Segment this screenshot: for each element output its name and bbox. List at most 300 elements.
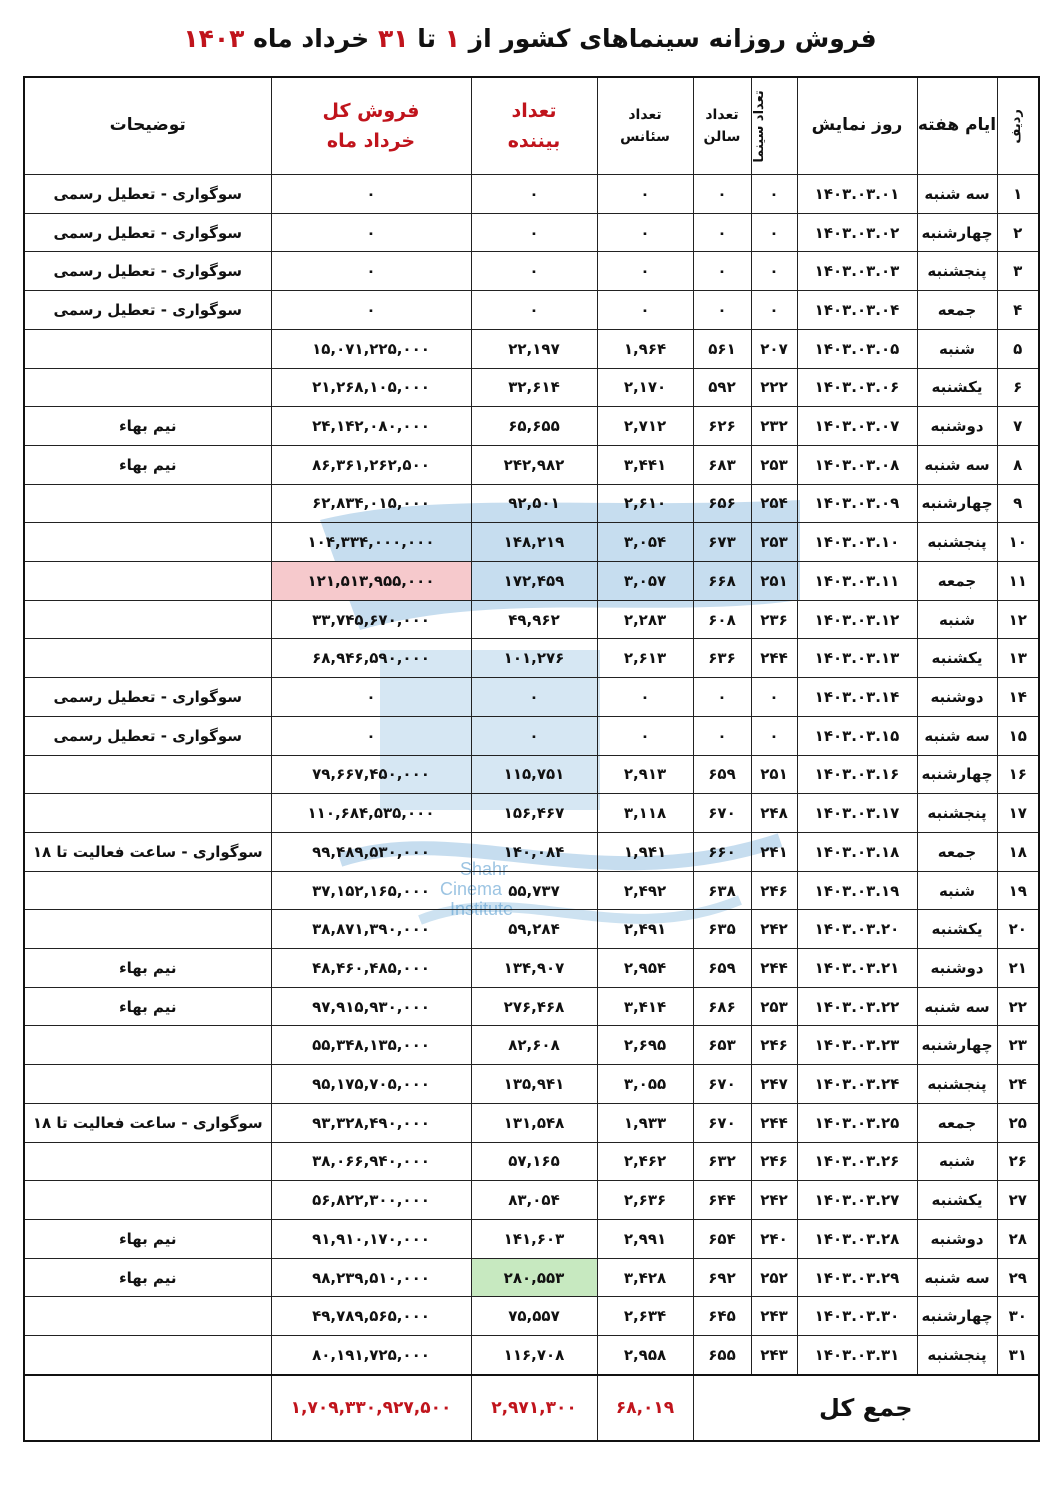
cell-sessions: ۲,۶۳۴ xyxy=(597,1297,693,1336)
cell-cinemas: ۲۴۴ xyxy=(751,639,797,678)
watermark-text-2: Cinema xyxy=(440,879,503,899)
cell-sales: ۸۰,۱۹۱,۷۲۵,۰۰۰ xyxy=(271,1336,471,1375)
cell-viewers: ۱۰۱,۲۷۶ xyxy=(471,639,597,678)
table-row xyxy=(24,175,1039,214)
cell-sales: ۳۳,۷۴۵,۶۷۰,۰۰۰ xyxy=(271,600,471,639)
cell-row-number: ۲۷ xyxy=(997,1181,1039,1220)
cell-halls: ۶۳۵ xyxy=(693,910,751,949)
cell-halls: ۶۵۹ xyxy=(693,949,751,988)
cell-cinemas: ۲۵۳ xyxy=(751,445,797,484)
cell-sessions: ۱,۹۶۴ xyxy=(597,329,693,368)
header-row xyxy=(24,77,1039,175)
cell-sales: ۶۲,۸۳۴,۰۱۵,۰۰۰ xyxy=(271,484,471,523)
cell-cinemas: ۲۴۳ xyxy=(751,1297,797,1336)
cell-row-number: ۲۴ xyxy=(997,1065,1039,1104)
table-row xyxy=(24,755,1039,794)
cell-sessions: ۳,۴۲۸ xyxy=(597,1258,693,1297)
cell-note xyxy=(24,523,271,562)
table-row xyxy=(24,716,1039,755)
cell-cinemas: ۲۴۶ xyxy=(751,1142,797,1181)
cell-viewers: ۱۱۵,۷۵۱ xyxy=(471,755,597,794)
table-row xyxy=(24,1026,1039,1065)
title-from-day: ۱ xyxy=(444,24,460,53)
cell-note xyxy=(24,755,271,794)
cell-weekday: شنبه xyxy=(917,1142,997,1181)
cell-viewers: ۵۵,۷۳۷ xyxy=(471,871,597,910)
cell-row-number: ۴ xyxy=(997,291,1039,330)
cell-note: سوگواری - ساعت فعالیت تا ۱۸ xyxy=(24,1103,271,1142)
cell-sales: ۹۱,۹۱۰,۱۷۰,۰۰۰ xyxy=(271,1219,471,1258)
cell-note xyxy=(24,1297,271,1336)
cell-sessions: ۲,۴۶۲ xyxy=(597,1142,693,1181)
cell-weekday: چهارشنبه xyxy=(917,1026,997,1065)
cell-viewers: ۲۸۰,۵۵۳ xyxy=(471,1258,597,1297)
cell-note xyxy=(24,484,271,523)
cell-cinemas: ۲۴۲ xyxy=(751,910,797,949)
cell-viewers: ۱۴۸,۲۱۹ xyxy=(471,523,597,562)
cell-cinemas: ۲۰۷ xyxy=(751,329,797,368)
cell-date: ۱۴۰۳.۰۳.۱۵ xyxy=(797,716,917,755)
cell-halls: ۶۵۶ xyxy=(693,484,751,523)
cell-cinemas: ۲۴۷ xyxy=(751,1065,797,1104)
cell-weekday: پنجشنبه xyxy=(917,794,997,833)
cell-date: ۱۴۰۳.۰۳.۰۱ xyxy=(797,175,917,214)
cell-note xyxy=(24,1065,271,1104)
cell-sessions: ۲,۴۹۱ xyxy=(597,910,693,949)
cell-sales: ۵۶,۸۲۲,۳۰۰,۰۰۰ xyxy=(271,1181,471,1220)
watermark-text-1: Shahr xyxy=(460,859,509,879)
cell-note xyxy=(24,329,271,368)
cell-weekday: جمعه xyxy=(917,562,997,601)
cell-date: ۱۴۰۳.۰۳.۲۵ xyxy=(797,1103,917,1142)
cell-cinemas: ۲۵۳ xyxy=(751,987,797,1026)
cell-viewers: ۱۳۵,۹۴۱ xyxy=(471,1065,597,1104)
cell-weekday: چهارشنبه xyxy=(917,1297,997,1336)
cell-row-number: ۵ xyxy=(997,329,1039,368)
cell-date: ۱۴۰۳.۰۳.۰۶ xyxy=(797,368,917,407)
cell-note xyxy=(24,562,271,601)
cell-row-number: ۱۵ xyxy=(997,716,1039,755)
table-row xyxy=(24,407,1039,446)
table-row xyxy=(24,1219,1039,1258)
cell-halls: ۶۵۴ xyxy=(693,1219,751,1258)
cell-halls: ۶۷۳ xyxy=(693,523,751,562)
cell-weekday: یکشنبه xyxy=(917,639,997,678)
cell-date: ۱۴۰۳.۰۳.۳۱ xyxy=(797,1336,917,1375)
cell-weekday: پنجشنبه xyxy=(917,523,997,562)
cell-halls: ۶۰۸ xyxy=(693,600,751,639)
table-row xyxy=(24,523,1039,562)
cell-date: ۱۴۰۳.۰۳.۱۹ xyxy=(797,871,917,910)
cell-row-number: ۲۹ xyxy=(997,1258,1039,1297)
cell-weekday: دوشنبه xyxy=(917,407,997,446)
cell-viewers: ۷۵,۵۵۷ xyxy=(471,1297,597,1336)
cell-row-number: ۲۲ xyxy=(997,987,1039,1026)
cell-note xyxy=(24,368,271,407)
cell-row-number: ۶ xyxy=(997,368,1039,407)
cell-sales: ۹۵,۱۷۵,۷۰۵,۰۰۰ xyxy=(271,1065,471,1104)
cell-cinemas: ۲۵۲ xyxy=(751,1258,797,1297)
cell-cinemas: ۰ xyxy=(751,252,797,291)
table-body xyxy=(24,175,1039,1376)
cell-sessions: ۲,۶۱۰ xyxy=(597,484,693,523)
cell-note xyxy=(24,1181,271,1220)
cell-row-number: ۱۹ xyxy=(997,871,1039,910)
table-row xyxy=(24,213,1039,252)
cell-cinemas: ۲۵۴ xyxy=(751,484,797,523)
cell-sales: ۳۸,۰۶۶,۹۴۰,۰۰۰ xyxy=(271,1142,471,1181)
cell-date: ۱۴۰۳.۰۳.۱۰ xyxy=(797,523,917,562)
cell-sessions: ۰ xyxy=(597,175,693,214)
cell-date: ۱۴۰۳.۰۳.۰۲ xyxy=(797,213,917,252)
cell-row-number: ۳ xyxy=(997,252,1039,291)
title-to-day: ۳۱ xyxy=(377,24,409,53)
cell-date: ۱۴۰۳.۰۳.۳۰ xyxy=(797,1297,917,1336)
cell-date: ۱۴۰۳.۰۳.۱۲ xyxy=(797,600,917,639)
cell-viewers: ۲۷۶,۴۶۸ xyxy=(471,987,597,1026)
cell-note: نیم بهاء xyxy=(24,407,271,446)
totals-label: جمع کل xyxy=(693,1375,1039,1441)
cell-sessions: ۳,۱۱۸ xyxy=(597,794,693,833)
cell-note xyxy=(24,1026,271,1065)
totals-notes xyxy=(24,1375,271,1441)
cell-halls: ۶۷۰ xyxy=(693,1065,751,1104)
cell-sales: ۴۸,۴۶۰,۴۸۵,۰۰۰ xyxy=(271,949,471,988)
cell-weekday: چهارشنبه xyxy=(917,484,997,523)
cell-halls: ۶۷۰ xyxy=(693,1103,751,1142)
cell-sales: ۹۸,۲۳۹,۵۱۰,۰۰۰ xyxy=(271,1258,471,1297)
table-row xyxy=(24,794,1039,833)
cell-sessions: ۲,۹۹۱ xyxy=(597,1219,693,1258)
cell-note: سوگواری - ساعت فعالیت تا ۱۸ xyxy=(24,832,271,871)
table-row xyxy=(24,949,1039,988)
cell-sales: ۹۷,۹۱۵,۹۳۰,۰۰۰ xyxy=(271,987,471,1026)
cell-sales: ۲۱,۲۶۸,۱۰۵,۰۰۰ xyxy=(271,368,471,407)
cell-cinemas: ۲۳۲ xyxy=(751,407,797,446)
table-row xyxy=(24,562,1039,601)
cell-sessions: ۱,۹۳۳ xyxy=(597,1103,693,1142)
table-row xyxy=(24,1142,1039,1181)
cell-date: ۱۴۰۳.۰۳.۰۸ xyxy=(797,445,917,484)
table-row xyxy=(24,1336,1039,1375)
cell-sales: ۰ xyxy=(271,716,471,755)
cell-cinemas: ۲۴۰ xyxy=(751,1219,797,1258)
cell-viewers: ۰ xyxy=(471,252,597,291)
cell-cinemas: ۲۴۱ xyxy=(751,832,797,871)
cell-viewers: ۵۷,۱۶۵ xyxy=(471,1142,597,1181)
cell-note: نیم بهاء xyxy=(24,445,271,484)
cell-date: ۱۴۰۳.۰۳.۱۷ xyxy=(797,794,917,833)
cell-halls: ۵۹۲ xyxy=(693,368,751,407)
cell-note: سوگواری - تعطیل رسمی xyxy=(24,175,271,214)
cell-cinemas: ۲۴۲ xyxy=(751,1181,797,1220)
cell-weekday: سه شنبه xyxy=(917,445,997,484)
cell-viewers: ۸۳,۰۵۴ xyxy=(471,1181,597,1220)
cell-note: سوگواری - تعطیل رسمی xyxy=(24,213,271,252)
cell-row-number: ۱۴ xyxy=(997,678,1039,717)
cell-row-number: ۲۵ xyxy=(997,1103,1039,1142)
cell-sessions: ۰ xyxy=(597,716,693,755)
cell-sales: ۰ xyxy=(271,291,471,330)
cell-note xyxy=(24,639,271,678)
cell-note xyxy=(24,910,271,949)
cell-date: ۱۴۰۳.۰۳.۲۷ xyxy=(797,1181,917,1220)
table-row xyxy=(24,252,1039,291)
cell-row-number: ۱۲ xyxy=(997,600,1039,639)
cell-halls: ۶۳۶ xyxy=(693,639,751,678)
cell-sales: ۵۵,۳۴۸,۱۳۵,۰۰۰ xyxy=(271,1026,471,1065)
cell-sales: ۴۹,۷۸۹,۵۶۵,۰۰۰ xyxy=(271,1297,471,1336)
cell-sessions: ۲,۷۱۲ xyxy=(597,407,693,446)
cell-date: ۱۴۰۳.۰۳.۰۷ xyxy=(797,407,917,446)
cell-cinemas: ۲۵۱ xyxy=(751,562,797,601)
cell-date: ۱۴۰۳.۰۳.۰۳ xyxy=(797,252,917,291)
cell-sessions: ۲,۴۹۲ xyxy=(597,871,693,910)
cell-sales: ۱۱۰,۶۸۴,۵۳۵,۰۰۰ xyxy=(271,794,471,833)
cell-viewers: ۱۷۲,۴۵۹ xyxy=(471,562,597,601)
title-text: فروش روزانه سینماهای کشور از xyxy=(468,24,877,53)
cell-date: ۱۴۰۳.۰۳.۲۱ xyxy=(797,949,917,988)
table-row xyxy=(24,639,1039,678)
cell-viewers: ۰ xyxy=(471,716,597,755)
header-cinemas: تعداد سینما xyxy=(751,77,797,175)
watermark-text-3: Institute xyxy=(450,899,514,919)
cell-halls: ۶۳۸ xyxy=(693,871,751,910)
cell-cinemas: ۰ xyxy=(751,175,797,214)
table-row xyxy=(24,1103,1039,1142)
cell-sessions: ۳,۴۱۴ xyxy=(597,987,693,1026)
cell-viewers: ۰ xyxy=(471,678,597,717)
cell-weekday: پنجشنبه xyxy=(917,1336,997,1375)
cell-sessions: ۳,۴۴۱ xyxy=(597,445,693,484)
header-halls: تعداد سالن xyxy=(693,77,751,175)
cell-row-number: ۹ xyxy=(997,484,1039,523)
table-row xyxy=(24,445,1039,484)
cell-date: ۱۴۰۳.۰۳.۲۶ xyxy=(797,1142,917,1181)
cell-weekday: جمعه xyxy=(917,832,997,871)
cell-halls: ۰ xyxy=(693,175,751,214)
cell-halls: ۵۶۱ xyxy=(693,329,751,368)
cell-halls: ۶۴۵ xyxy=(693,1297,751,1336)
cell-sales: ۳۷,۱۵۲,۱۶۵,۰۰۰ xyxy=(271,871,471,910)
cell-sessions: ۲,۶۱۳ xyxy=(597,639,693,678)
cell-date: ۱۴۰۳.۰۳.۱۸ xyxy=(797,832,917,871)
cell-weekday: چهارشنبه xyxy=(917,755,997,794)
cell-halls: ۶۵۹ xyxy=(693,755,751,794)
cell-halls: ۶۶۸ xyxy=(693,562,751,601)
cell-note: سوگواری - تعطیل رسمی xyxy=(24,291,271,330)
cell-note: سوگواری - تعطیل رسمی xyxy=(24,252,271,291)
cell-sessions: ۲,۶۹۵ xyxy=(597,1026,693,1065)
header-viewers: تعداد بیننده xyxy=(471,77,597,175)
cell-halls: ۶۹۲ xyxy=(693,1258,751,1297)
cell-weekday: سه شنبه xyxy=(917,1258,997,1297)
cell-viewers: ۸۲,۶۰۸ xyxy=(471,1026,597,1065)
cell-weekday: سه شنبه xyxy=(917,716,997,755)
cell-sales: ۱۲۱,۵۱۳,۹۵۵,۰۰۰ xyxy=(271,562,471,601)
cell-sales: ۶۸,۹۴۶,۵۹۰,۰۰۰ xyxy=(271,639,471,678)
cell-weekday: شنبه xyxy=(917,329,997,368)
cell-sessions: ۲,۶۳۶ xyxy=(597,1181,693,1220)
cell-date: ۱۴۰۳.۰۳.۲۹ xyxy=(797,1258,917,1297)
cell-viewers: ۱۱۶,۷۰۸ xyxy=(471,1336,597,1375)
header-notes: توضیحات xyxy=(24,77,271,175)
cell-sales: ۰ xyxy=(271,252,471,291)
cell-sessions: ۳,۰۵۷ xyxy=(597,562,693,601)
cell-viewers: ۶۵,۶۵۵ xyxy=(471,407,597,446)
cell-halls: ۰ xyxy=(693,678,751,717)
cell-note xyxy=(24,1142,271,1181)
cell-halls: ۰ xyxy=(693,213,751,252)
cell-viewers: ۱۳۴,۹۰۷ xyxy=(471,949,597,988)
cell-halls: ۶۳۲ xyxy=(693,1142,751,1181)
cell-sessions: ۰ xyxy=(597,678,693,717)
cell-row-number: ۲۰ xyxy=(997,910,1039,949)
cell-row-number: ۱۷ xyxy=(997,794,1039,833)
cell-note xyxy=(24,1336,271,1375)
cell-date: ۱۴۰۳.۰۳.۰۵ xyxy=(797,329,917,368)
cell-weekday: پنجشنبه xyxy=(917,1065,997,1104)
cell-date: ۱۴۰۳.۰۳.۲۳ xyxy=(797,1026,917,1065)
cell-cinemas: ۲۴۳ xyxy=(751,1336,797,1375)
cell-row-number: ۲۶ xyxy=(997,1142,1039,1181)
title-text-to: تا xyxy=(417,24,436,53)
cell-viewers: ۲۲,۱۹۷ xyxy=(471,329,597,368)
cell-sessions: ۲,۲۸۳ xyxy=(597,600,693,639)
cell-viewers: ۵۹,۲۸۴ xyxy=(471,910,597,949)
cell-cinemas: ۲۵۳ xyxy=(751,523,797,562)
cell-sales: ۹۳,۳۲۸,۴۹۰,۰۰۰ xyxy=(271,1103,471,1142)
cell-viewers: ۴۹,۹۶۲ xyxy=(471,600,597,639)
cell-sales: ۱۰۴,۳۳۴,۰۰۰,۰۰۰ xyxy=(271,523,471,562)
cell-row-number: ۱۱ xyxy=(997,562,1039,601)
cell-row-number: ۷ xyxy=(997,407,1039,446)
cell-row-number: ۲۱ xyxy=(997,949,1039,988)
cell-halls: ۶۷۰ xyxy=(693,794,751,833)
cell-note xyxy=(24,871,271,910)
sales-table xyxy=(23,76,1040,1442)
cell-row-number: ۱۶ xyxy=(997,755,1039,794)
cell-sales: ۷۹,۶۶۷,۴۵۰,۰۰۰ xyxy=(271,755,471,794)
cell-date: ۱۴۰۳.۰۳.۲۰ xyxy=(797,910,917,949)
cell-cinemas: ۲۴۸ xyxy=(751,794,797,833)
cell-row-number: ۸ xyxy=(997,445,1039,484)
cell-halls: ۰ xyxy=(693,252,751,291)
table-row xyxy=(24,1258,1039,1297)
cell-sales: ۰ xyxy=(271,175,471,214)
cell-weekday: سه شنبه xyxy=(917,175,997,214)
cell-date: ۱۴۰۳.۰۳.۱۳ xyxy=(797,639,917,678)
cell-cinemas: ۲۴۶ xyxy=(751,1026,797,1065)
cell-cinemas: ۰ xyxy=(751,291,797,330)
cell-cinemas: ۲۴۴ xyxy=(751,1103,797,1142)
cell-weekday: شنبه xyxy=(917,871,997,910)
cell-sales: ۱۵,۰۷۱,۲۲۵,۰۰۰ xyxy=(271,329,471,368)
cell-halls: ۶۵۳ xyxy=(693,1026,751,1065)
cell-date: ۱۴۰۳.۰۳.۲۸ xyxy=(797,1219,917,1258)
cell-weekday: دوشنبه xyxy=(917,678,997,717)
cell-row-number: ۱۰ xyxy=(997,523,1039,562)
header-row-number: ردیف xyxy=(997,77,1039,175)
cell-sessions: ۳,۰۵۴ xyxy=(597,523,693,562)
cell-date: ۱۴۰۳.۰۳.۲۴ xyxy=(797,1065,917,1104)
cell-weekday: یکشنبه xyxy=(917,368,997,407)
cell-row-number: ۳۰ xyxy=(997,1297,1039,1336)
cell-note: نیم بهاء xyxy=(24,949,271,988)
header-total-sales: فروش کل خرداد ماه xyxy=(271,77,471,175)
table-row xyxy=(24,871,1039,910)
cell-cinemas: ۲۴۶ xyxy=(751,871,797,910)
cell-sales: ۲۴,۱۴۲,۰۸۰,۰۰۰ xyxy=(271,407,471,446)
cell-weekday: یکشنبه xyxy=(917,1181,997,1220)
cell-halls: ۶۸۳ xyxy=(693,445,751,484)
cell-sessions: ۰ xyxy=(597,291,693,330)
table-row xyxy=(24,329,1039,368)
cell-viewers: ۱۳۱,۵۴۸ xyxy=(471,1103,597,1142)
cell-date: ۱۴۰۳.۰۳.۱۶ xyxy=(797,755,917,794)
header-date: روز نمایش xyxy=(797,77,917,175)
cell-viewers: ۹۲,۵۰۱ xyxy=(471,484,597,523)
cell-weekday: سه شنبه xyxy=(917,987,997,1026)
cell-halls: ۰ xyxy=(693,291,751,330)
cell-sessions: ۲,۱۷۰ xyxy=(597,368,693,407)
cell-cinemas: ۲۳۶ xyxy=(751,600,797,639)
cell-cinemas: ۰ xyxy=(751,213,797,252)
cell-halls: ۰ xyxy=(693,716,751,755)
cell-sales: ۰ xyxy=(271,213,471,252)
cell-viewers: ۳۲,۶۱۴ xyxy=(471,368,597,407)
cell-sessions: ۰ xyxy=(597,213,693,252)
cell-halls: ۶۲۶ xyxy=(693,407,751,446)
cell-sessions: ۲,۹۵۸ xyxy=(597,1336,693,1375)
cell-viewers: ۰ xyxy=(471,175,597,214)
cell-viewers: ۱۴۱,۶۰۳ xyxy=(471,1219,597,1258)
table-row xyxy=(24,832,1039,871)
cell-cinemas: ۰ xyxy=(751,716,797,755)
cell-weekday: پنجشنبه xyxy=(917,252,997,291)
cell-viewers: ۱۴۰,۰۸۴ xyxy=(471,832,597,871)
table-row xyxy=(24,1181,1039,1220)
cell-row-number: ۲۸ xyxy=(997,1219,1039,1258)
cell-note xyxy=(24,794,271,833)
cell-sessions: ۲,۹۱۳ xyxy=(597,755,693,794)
cell-note: نیم بهاء xyxy=(24,1219,271,1258)
page-title xyxy=(0,24,1060,53)
cell-sales: ۰ xyxy=(271,678,471,717)
cell-note xyxy=(24,600,271,639)
cell-viewers: ۱۵۶,۴۶۷ xyxy=(471,794,597,833)
cell-cinemas: ۲۵۱ xyxy=(751,755,797,794)
cell-row-number: ۲ xyxy=(997,213,1039,252)
totals-sessions: ۶۸,۰۱۹ xyxy=(597,1375,693,1441)
cell-cinemas: ۰ xyxy=(751,678,797,717)
cell-weekday: دوشنبه xyxy=(917,1219,997,1258)
cell-sessions: ۰ xyxy=(597,252,693,291)
cell-date: ۱۴۰۳.۰۳.۰۴ xyxy=(797,291,917,330)
cell-note: سوگواری - تعطیل رسمی xyxy=(24,678,271,717)
cell-viewers: ۲۴۲,۹۸۲ xyxy=(471,445,597,484)
cell-row-number: ۱۳ xyxy=(997,639,1039,678)
cell-date: ۱۴۰۳.۰۳.۲۲ xyxy=(797,987,917,1026)
table-row xyxy=(24,1065,1039,1104)
cell-note: نیم بهاء xyxy=(24,1258,271,1297)
cell-row-number: ۳۱ xyxy=(997,1336,1039,1375)
table-row xyxy=(24,368,1039,407)
table-row xyxy=(24,600,1039,639)
cell-weekday: شنبه xyxy=(917,600,997,639)
table-row xyxy=(24,987,1039,1026)
cell-halls: ۶۸۶ xyxy=(693,987,751,1026)
